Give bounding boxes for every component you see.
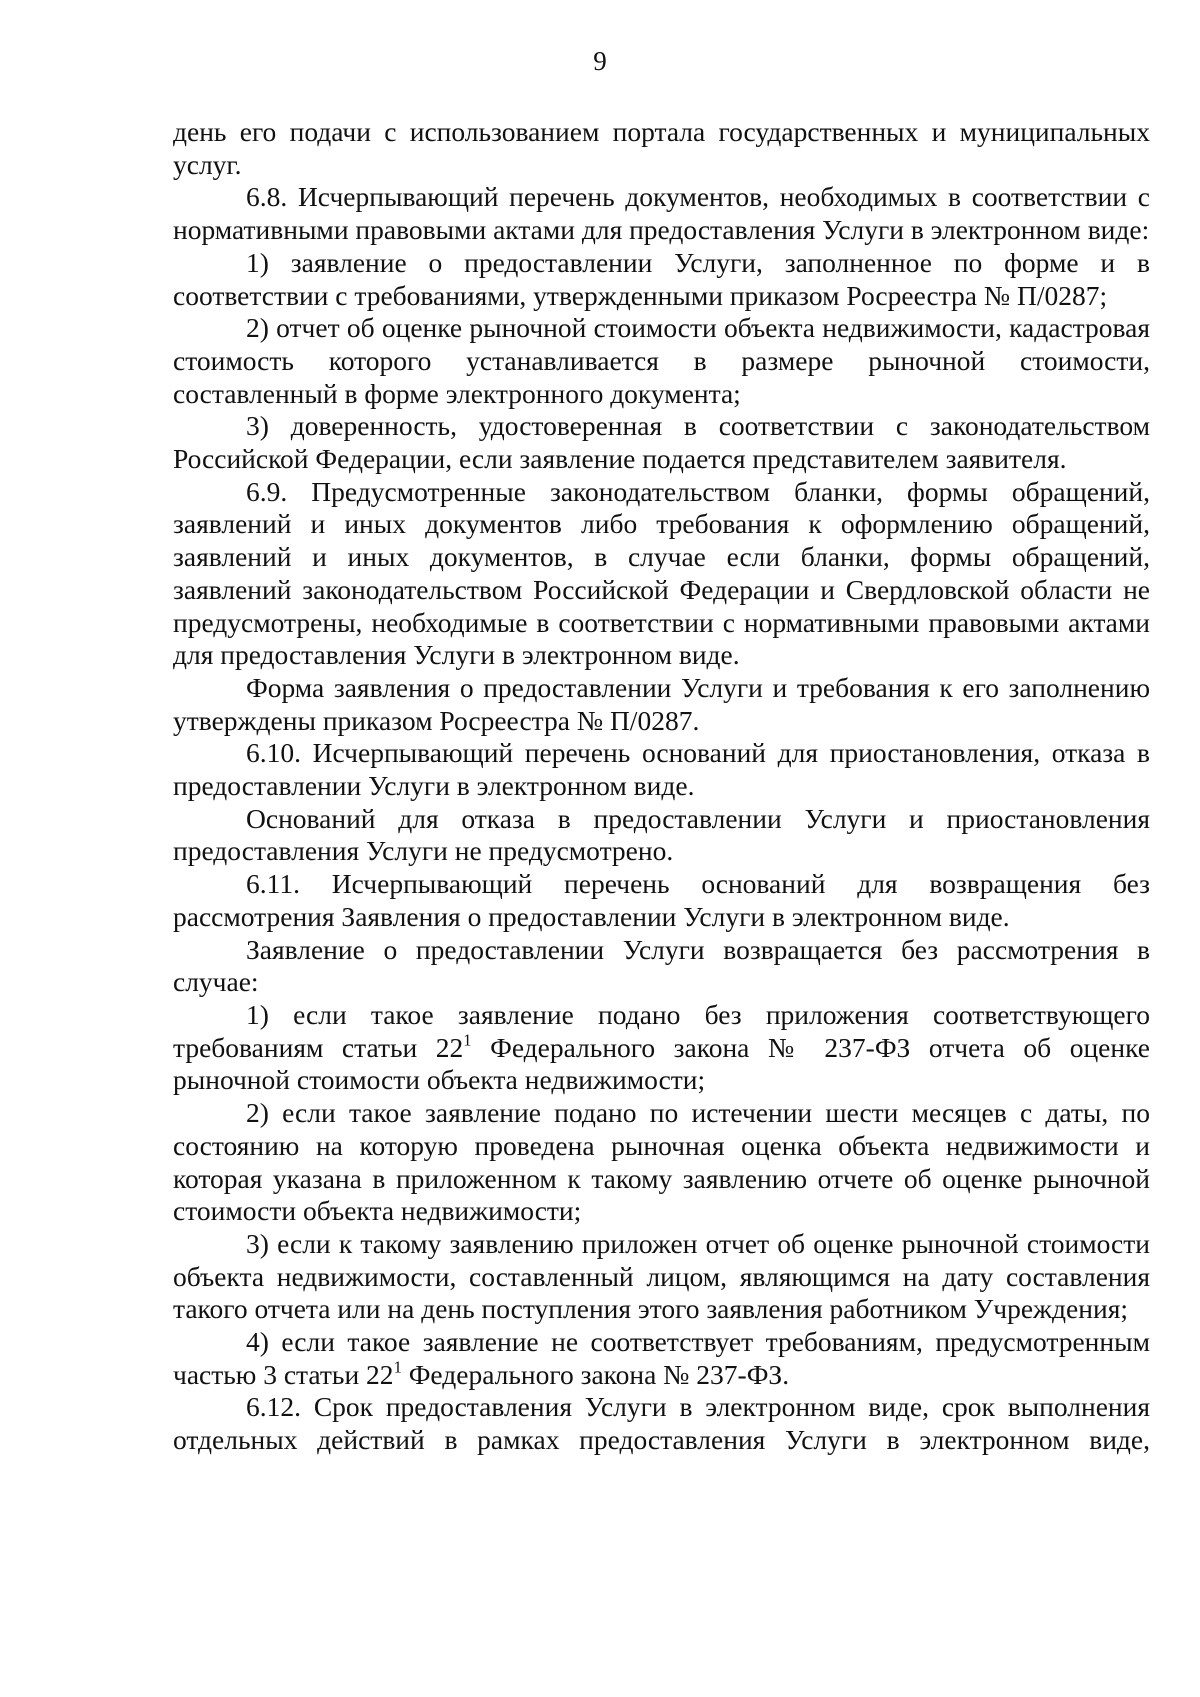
paragraph-form: Форма заявления о предоставлении Услуги и требования к его заполнению утверждены приказом Росреестра № П/0287.	[173, 671, 1150, 736]
list-item-1: 1) заявление о предоставлении Услуги, заполненное по форме и в соответствии с требованиями, утвержденными приказом Росреестра № П/0287;	[173, 246, 1150, 311]
return-case-1	[173, 999, 1150, 1097]
return-case-1-text-b: Федерального закона № 237-ФЗ отчета об оценке рыночной стоимости объекта недвижимости;	[173, 1031, 1150, 1096]
paragraph-continuation: день его подачи с использованием портала государственных и муниципальных услуг.	[173, 116, 1150, 180]
return-case-3: 3) если к такому заявлению приложен отчет об оценке рыночной стоимости объекта недвижимости, составленный лицом, являющимся на дату составления такого отчета или на день поступления этого заявления работником Учреждения;	[173, 1227, 1150, 1325]
return-case-4	[173, 1326, 1150, 1391]
paragraph-returned: Заявление о предоставлении Услуги возвращается без рассмотрения в случае:	[173, 933, 1150, 998]
list-item-2: 2) отчет об оценке рыночной стоимости объекта недвижимости, кадастровая стоимость которого устанавливается в размере рыночной стоимости, составленный в форме электронного документа;	[173, 312, 1150, 409]
superscript: 1	[463, 1030, 472, 1050]
list-item-3: 3) доверенность, удостоверенная в соответствии с законодательством Российской Федерации, если заявление подается представителем заявителя.	[173, 410, 1150, 475]
superscript: 1	[393, 1357, 402, 1377]
paragraph-6-10: 6.10. Исчерпывающий перечень оснований для приостановления, отказа в предоставлении Услуги в электронном виде.	[173, 737, 1150, 802]
return-case-4-text-a: 4) если такое заявление не соответствует требованиям, предусмотренным частью 3 статьи 22	[173, 1326, 1150, 1390]
return-case-4-text-b: Федерального закона № 237-ФЗ.	[401, 1358, 790, 1390]
paragraph-6-8: 6.8. Исчерпывающий перечень документов, необходимых в соответствии с нормативными правовыми актами для предоставления Услуги в электронном виде:	[173, 181, 1150, 246]
paragraph-6-12: 6.12. Срок предоставления Услуги в электронном виде, срок выполнения отдельных действий в рамках предоставления Услуги в электронном виде,	[173, 1391, 1150, 1456]
return-case-2: 2) если такое заявление подано по истечении шести месяцев с даты, по состоянию на которую проведена рыночная оценка объекта недвижимости и которая указана в приложенном к такому заявлению отчете об оценке рыночной стоимости объекта недвижимости;	[173, 1097, 1150, 1227]
page-number: 9	[593, 46, 607, 76]
paragraph-no-grounds: Оснований для отказа в предоставлении Услуги и приостановления предоставления Услуги не предусмотрено.	[173, 802, 1150, 867]
document-body	[173, 116, 1150, 1457]
paragraph-6-9: 6.9. Предусмотренные законодательством бланки, формы обращений, заявлений и иных документов либо требования к оформлению обращений, заявлений и иных документов, в случае если бланки, формы обращений, заявлений законодательством Российской Федерации и Свердловской области не предусмотрены, необходимые в соответствии с нормативными правовыми актами для предоставления Услуги в электронном виде.	[173, 475, 1150, 671]
paragraph-6-11: 6.11. Исчерпывающий перечень оснований для возвращения без рассмотрения Заявления о предоставлении Услуги в электронном виде.	[173, 868, 1150, 932]
return-case-1-text-a: 1) если такое заявление подано без приложения соответствующего требованиям статьи 22	[173, 998, 1150, 1063]
